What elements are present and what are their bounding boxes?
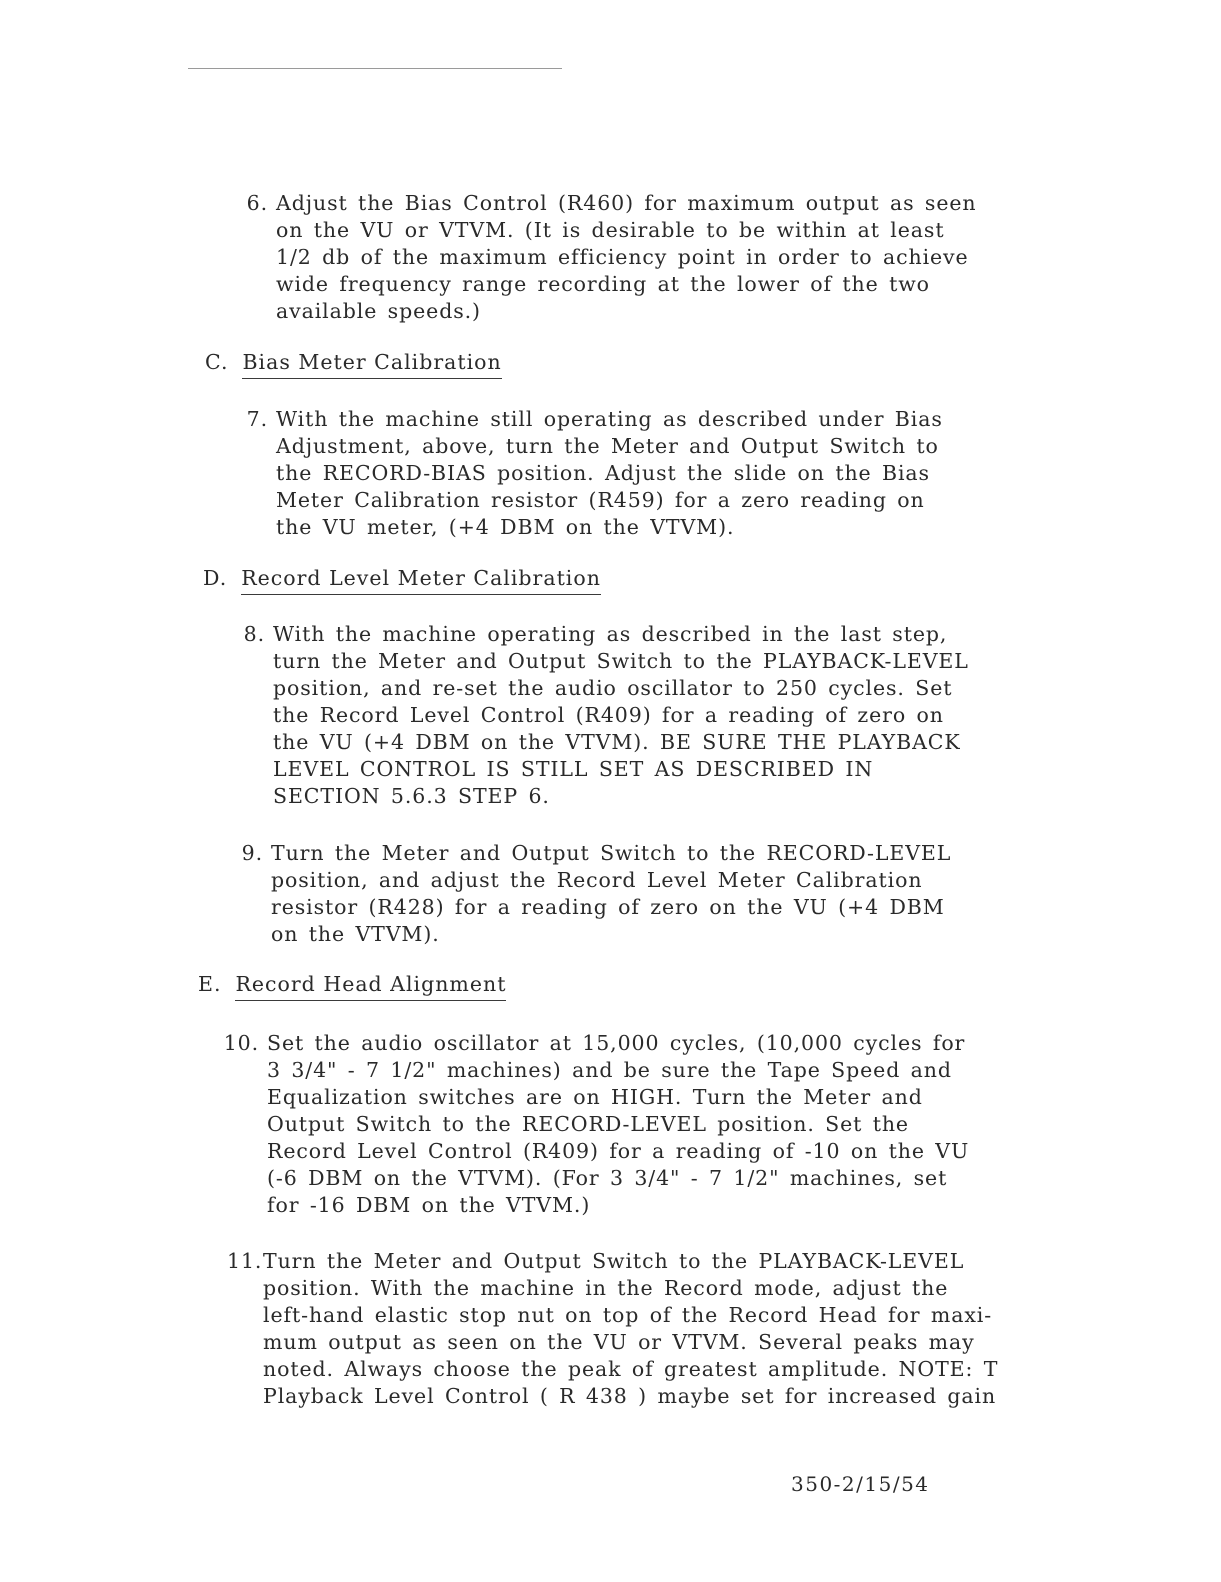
top-rule (188, 68, 562, 69)
section-title: Record Head Alignment (235, 972, 506, 1001)
step-line: LEVEL CONTROL IS STILL SET AS DESCRIBED IN (273, 757, 874, 781)
step-10 (223, 1030, 970, 1219)
step-line: Record Level Control (R409) for a reading of -10 on the VU (267, 1139, 970, 1163)
step-line: available speeds.) (276, 299, 481, 323)
step-line: the VU meter, (+4 DBM on the VTVM). (276, 515, 735, 539)
step-line: noted. Always choose the peak of greatest amplitude. NOTE: T (263, 1357, 999, 1381)
step-line: Turn the Meter and Output Switch to the RECORD-LEVEL (271, 841, 952, 865)
step-number: 11. (227, 1249, 263, 1273)
step-line: 3 3/4" - 7 1/2" machines) and be sure the Tape Speed and (267, 1058, 952, 1082)
step-line: the RECORD-BIAS position. Adjust the slide on the Bias (276, 461, 930, 485)
step-line: With the machine still operating as described under Bias (276, 407, 943, 431)
section-c-heading (205, 350, 502, 374)
step-number: 8. (243, 622, 265, 646)
step-line: (-6 DBM on the VTVM). (For 3 3/4" - 7 1/2" machines, set (267, 1166, 948, 1190)
section-letter: E. (198, 972, 222, 996)
step-line: on the VU or VTVM. (It is desirable to be within at least (276, 218, 945, 242)
step-line: the VU (+4 DBM on the VTVM). BE SURE THE PLAYBACK (273, 730, 961, 754)
step-number: 7. (246, 407, 268, 431)
step-line: Turn the Meter and Output Switch to the PLAYBACK-LEVEL (263, 1249, 965, 1273)
section-e-heading (198, 972, 506, 996)
step-line: turn the Meter and Output Switch to the PLAYBACK-LEVEL (273, 649, 969, 673)
step-11 (227, 1248, 999, 1410)
step-line: Adjust the Bias Control (R460) for maximum output as seen (276, 191, 977, 215)
step-6 (246, 190, 977, 325)
section-d-heading (203, 566, 601, 590)
step-line: Equalization switches are on HIGH. Turn the Meter and (267, 1085, 923, 1109)
step-line: SECTION 5.6.3 STEP 6. (273, 784, 550, 808)
step-line: on the VTVM). (271, 922, 440, 946)
step-line: the Record Level Control (R409) for a reading of zero on (273, 703, 944, 727)
step-line: Adjustment, above, turn the Meter and Output Switch to (276, 434, 939, 458)
step-line: Set the audio oscillator at 15,000 cycles, (10,000 cycles for (267, 1031, 966, 1055)
step-line: mum output as seen on the VU or VTVM. Several peaks may (263, 1330, 975, 1354)
step-8 (243, 621, 969, 810)
step-line: left-hand elastic stop nut on top of the Record Head for maxi- (263, 1303, 993, 1327)
step-line: 1/2 db of the maximum efficiency point in order to achieve (276, 245, 969, 269)
section-title: Record Level Meter Calibration (241, 566, 601, 595)
section-title: Bias Meter Calibration (242, 350, 501, 379)
step-line: Playback Level Control ( R 438 ) maybe set for increased gain (263, 1384, 997, 1408)
section-letter: D. (203, 566, 228, 590)
step-line: position, and re-set the audio oscillator to 250 cycles. Set (273, 676, 953, 700)
step-9 (241, 840, 952, 948)
step-line: position, and adjust the Record Level Meter Calibration (271, 868, 923, 892)
step-line: position. With the machine in the Record mode, adjust the (263, 1276, 949, 1300)
step-line: wide frequency range recording at the lower of the two (276, 272, 930, 296)
step-number: 10. (223, 1031, 259, 1055)
step-line: With the machine operating as described in the last step, (273, 622, 948, 646)
step-number: 9. (241, 841, 263, 865)
document-code: 350-2/15/54 (791, 1472, 930, 1496)
step-line: Meter Calibration resistor (R459) for a zero reading on (276, 488, 925, 512)
step-line: resistor (R428) for a reading of zero on the VU (+4 DBM (271, 895, 945, 919)
section-letter: C. (205, 350, 229, 374)
step-line: for -16 DBM on the VTVM.) (267, 1193, 591, 1217)
step-7 (246, 406, 943, 541)
step-number: 6. (246, 191, 268, 215)
step-line: Output Switch to the RECORD-LEVEL position. Set the (267, 1112, 909, 1136)
